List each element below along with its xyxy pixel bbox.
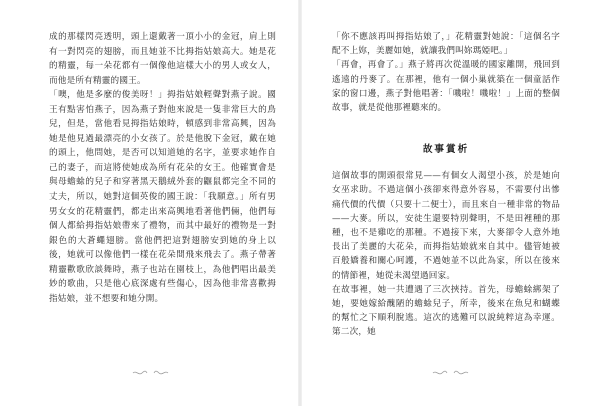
right-page [300,0,600,406]
scroll-flourish-icon [153,370,169,376]
scroll-flourish-icon [453,370,469,376]
story-paragraph: 「噢，他是多麼的俊美呀！」拇指姑娘輕聲對燕子說。國王有點害怕燕子，因為燕子對他來說是一隻非常巨大的鳥兒，但是，當他看見拇指姑娘時，頓感到非常高興，因為她是他見過最漂亮的小女孩了。於是他脫下金冠，戴在她的頭上，他問她，是否可以知道她的名字，並要求她作自己的妻子，而這將使她成為所有花朵的女王。他確實會是與母蟾蜍的兒子和穿著黑天鵝絨外套的鼴鼠都完全不同的丈夫，所以，她對這個英俊的國王說：「我願意。」所有男男女女的花精靈們，都走出來高興地看著他們倆，他們每個人都給拇指姑娘帶來了禮物，而其中最好的禮物是一對銀色的大蒼蠅翅膀。當他們把這對翅膀安到她的身上以後，她就可以像他們一樣在花朵間飛來飛去了。燕子帶著精靈歡歌欣談舞時，燕子也站在園枝上，為他們唱出最美妙的歌曲，只是他心底深處有些傷心，因為他非常喜歡拇指姑娘，並不想要和她分開。 [49,90,276,304]
analysis-paragraph: 在故事裡，她一共遭遇了三次挾持。首先，母蟾蜍綁架了她，要她嫁給醜陋的蟾蜍兒子，所幸，後來在魚兒和蝴蝶的幫忙之下順利脫逃。這次的逃難可以說純粹這為幸運。第二次，她 [332,284,560,338]
story-paragraph: 成的那樣閃亮透明，頭上還戴著一頂小小的金冠，肩上則有一對閃亮的翅膀，而且她並不比拇指姑娘高大。她是花的精靈，每一朵花都有一個像他這樣大小的男人或女人，而他是所有精靈的國王。 [49,32,276,86]
left-page-folio [0,370,300,376]
section-heading: 故事賞析 [422,144,470,156]
scroll-flourish-icon [432,370,448,376]
scroll-flourish-icon [132,370,148,376]
analysis-paragraph: 這個故事的開頭很常見——有個女人渴望小孩，於是她向女巫求助。不過這個小孩卻來得意外容易，不需要付出慘痛代價的代價（只要十二便士），而且來自一種非常的物品——大麥。所以，安徒生還要特別聲明，不是田裡種的那種，也不是雞吃的那種。不過接下來，大麥卻令人意外地長出了美麗的大花朵，而拇指姑娘就來自其中。儘管她被百般嬌養和關心呵護，不過她並不以此為家，所以在後來的情節裡，她從未渴望過回家。 [332,171,560,281]
story-paragraph: 「你不應該再叫拇指姑娘了，」花精靈對她說：「這個名字配不上妳，美麗如她，就讓我們叫妳瑪婭吧。」 [332,32,560,57]
story-paragraph: 「再會，再會了。」燕子將再次從溫暖的國家離開，飛回到遙遠的丹麥了。在那裡，他有一個小巢就築在一個童話作家的窗口邊，燕子對他唱著：「嘰啦！嘰啦！」上面的整個故事，就是從他那裡聽來的。 [332,60,560,114]
right-page-folio [300,370,600,376]
